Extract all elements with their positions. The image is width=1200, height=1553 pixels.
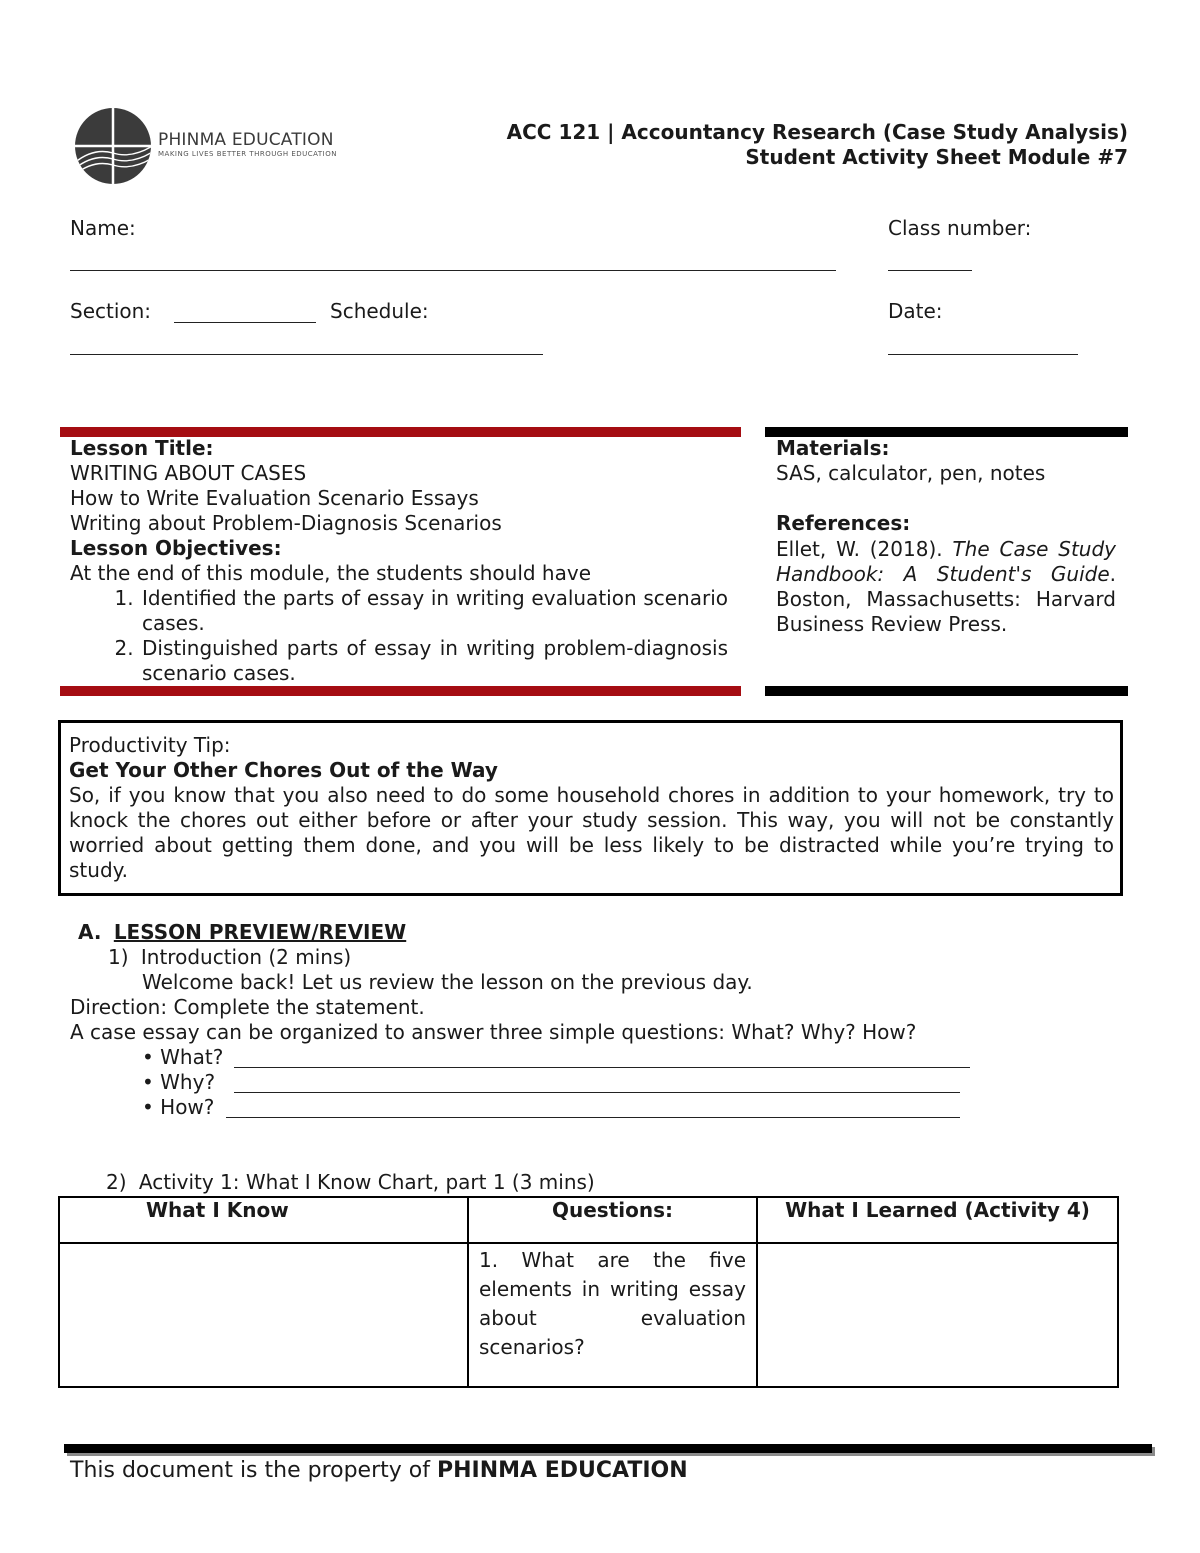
name-field[interactable] xyxy=(70,270,836,271)
objective-item: 1. Identified the parts of essay in writing evaluation scenario cases. xyxy=(140,586,728,636)
section-heading xyxy=(70,920,1130,945)
tip-label: Productivity Tip: xyxy=(69,733,231,757)
column-header-what-i-know: What I Know xyxy=(59,1197,468,1243)
bullet-label: • Why? xyxy=(142,1070,216,1094)
materials-panel xyxy=(776,436,1116,637)
objective-item: 2. Distinguished parts of essay in writing problem-diagnosis scenario cases. xyxy=(140,636,728,686)
bullet-how xyxy=(70,1095,1130,1120)
what-i-know-cell[interactable] xyxy=(59,1243,468,1387)
reference-author: Ellet, W. (2018). xyxy=(776,536,943,561)
lesson-title-line: Writing about Problem-Diagnosis Scenarios xyxy=(70,511,502,535)
name-label: Name: xyxy=(70,216,136,240)
section-field[interactable] xyxy=(174,322,316,323)
lesson-title-line: WRITING ABOUT CASES xyxy=(70,461,307,485)
why-answer-line[interactable] xyxy=(234,1092,960,1093)
lesson-bottom-bar xyxy=(60,686,741,696)
bullet-label: • How? xyxy=(142,1095,215,1119)
date-label: Date: xyxy=(888,299,943,323)
module-line: Student Activity Sheet Module #7 xyxy=(745,145,1128,169)
lesson-objectives-intro: At the end of this module, the students should have xyxy=(70,561,591,585)
reference-title: The Case Study Handbook: A Student's Guide xyxy=(776,536,1117,586)
what-i-learned-cell[interactable] xyxy=(757,1243,1118,1387)
what-answer-line[interactable] xyxy=(234,1067,970,1068)
direction-text: Direction: Complete the statement. xyxy=(70,995,425,1019)
item-introduction xyxy=(70,945,1130,970)
lesson-title-line: How to Write Evaluation Scenario Essays xyxy=(70,486,479,510)
item-title: Introduction (2 mins) xyxy=(140,945,352,969)
schedule-field[interactable] xyxy=(70,354,543,355)
lesson-preview-section xyxy=(70,920,1130,1195)
productivity-tip-box xyxy=(58,720,1123,896)
column-header-what-i-learned: What I Learned (Activity 4) xyxy=(757,1197,1118,1243)
tip-title: Get Your Other Chores Out of the Way xyxy=(69,758,498,782)
how-answer-line[interactable] xyxy=(226,1117,960,1118)
class-number-field[interactable] xyxy=(888,270,972,271)
schedule-label: Schedule: xyxy=(330,299,429,323)
bullet-label: • What? xyxy=(142,1045,224,1069)
footer-prefix: This document is the property of xyxy=(70,1458,437,1483)
footer-text xyxy=(70,1458,688,1484)
statement-text: A case essay can be organized to answer three simple questions: What? Why? How? xyxy=(70,1020,917,1044)
lesson-panel xyxy=(70,436,728,686)
logo-name: PHINMA EDUCATION xyxy=(158,130,334,150)
item-number: 1) xyxy=(108,945,129,969)
section-heading-text: LESSON PREVIEW/REVIEW xyxy=(113,920,407,944)
references-label: References: xyxy=(776,511,911,536)
section-letter: A. xyxy=(78,920,102,944)
what-i-know-chart xyxy=(58,1196,1119,1388)
class-number-label: Class number: xyxy=(888,216,1032,240)
section-label: Section: xyxy=(70,299,152,323)
date-field[interactable] xyxy=(888,354,1078,355)
materials-value: SAS, calculator, pen, notes xyxy=(776,461,1046,486)
table-row xyxy=(59,1243,1118,1387)
lesson-title-label: Lesson Title: xyxy=(70,436,214,460)
materials-bottom-bar xyxy=(765,686,1128,696)
logo-tagline: MAKING LIVES BETTER THROUGH EDUCATION xyxy=(158,150,337,158)
objectives-list xyxy=(70,586,728,686)
item-title: Activity 1: What I Know Chart, part 1 (3 mins) xyxy=(138,1170,595,1194)
question-cell: 1. What are the five elements in writing essay about evaluation scenarios? xyxy=(468,1243,757,1387)
footer-bar xyxy=(64,1444,1152,1453)
column-header-questions: Questions: xyxy=(468,1197,757,1243)
lesson-objectives-label: Lesson Objectives: xyxy=(70,536,282,560)
footer-owner: PHINMA EDUCATION xyxy=(436,1458,688,1483)
table-header-row xyxy=(59,1197,1118,1243)
reference-publisher: . Boston, Massachusetts: Harvard Business Review Press. xyxy=(776,561,1116,637)
item-activity xyxy=(70,1170,1130,1195)
course-title xyxy=(507,120,1128,170)
bullet-why xyxy=(70,1070,1130,1095)
welcome-text: Welcome back! Let us review the lesson on the previous day. xyxy=(142,970,753,994)
tip-body: So, if you know that you also need to do some household chores in addition to your homework, try to knock the chores out either before or after your study session. This way, you will not be constantly worried about getting them done, and you will be less likely to be distracted while you’re trying to study. xyxy=(69,783,1114,882)
course-line: ACC 121 | Accountancy Research (Case Study Analysis) xyxy=(506,120,1128,144)
reference-entry xyxy=(776,537,1116,638)
bullet-what xyxy=(70,1045,1130,1070)
materials-label: Materials: xyxy=(776,436,890,460)
item-number: 2) xyxy=(106,1170,127,1194)
